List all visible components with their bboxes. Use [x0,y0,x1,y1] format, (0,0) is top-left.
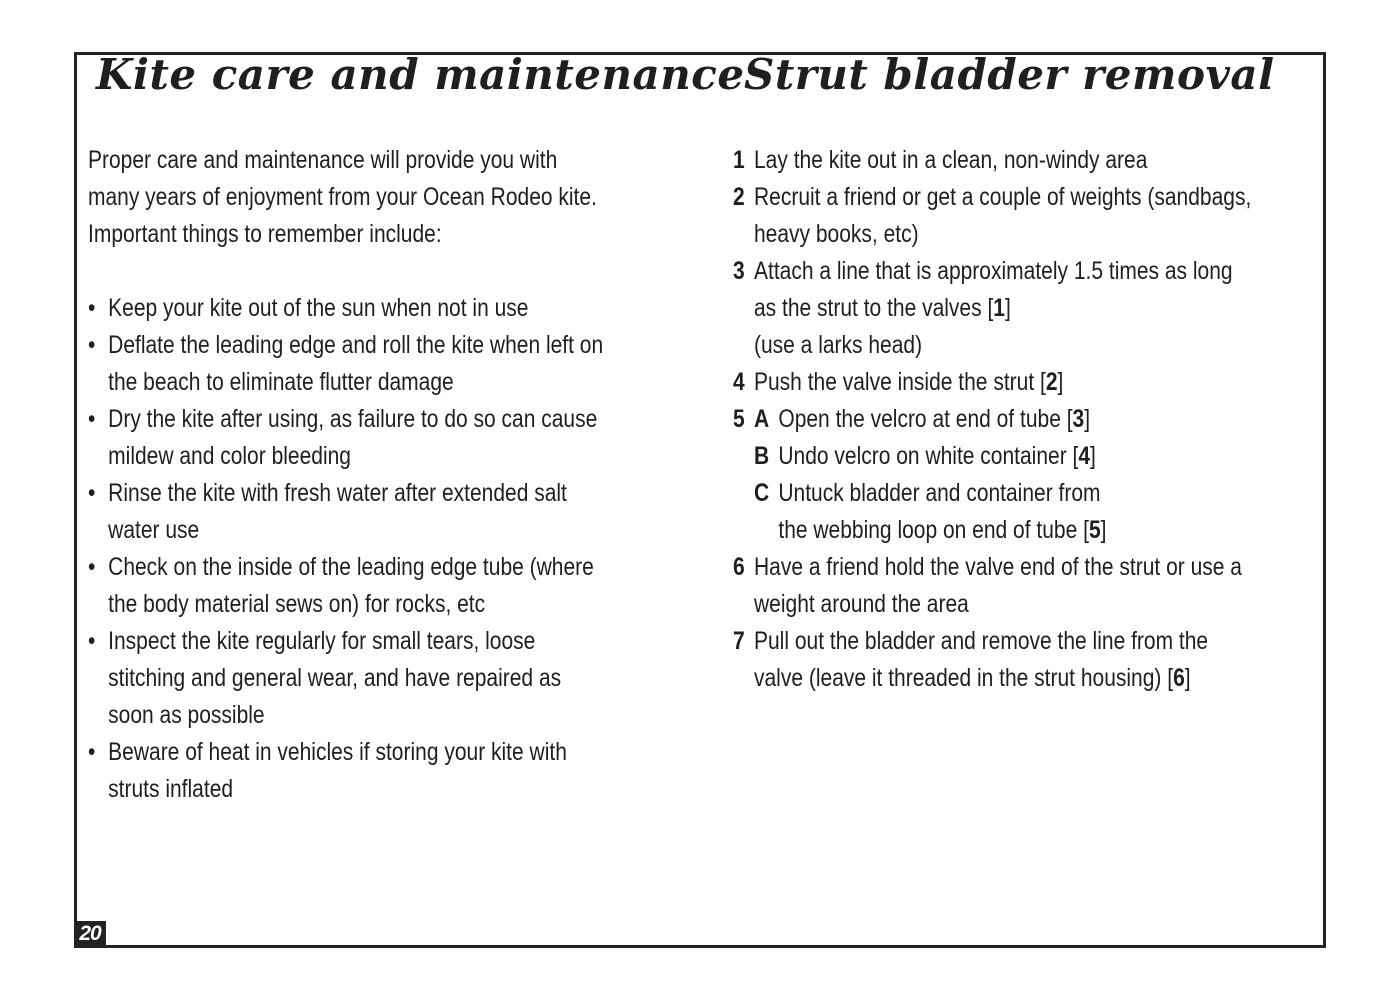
kite-care-heading: Kite care and maintenance [96,50,745,99]
tip-text: Deflate the leading edge and roll the kite when left on [108,331,604,359]
step-5b [754,438,1321,475]
step-text-with-ref [778,438,1321,475]
step-number: 6 [733,553,745,581]
tip-text: soon as possible [108,701,265,729]
tip-text: Inspect the kite regularly for small tears, loose [108,627,536,655]
strut-bladder-heading: Strut bladder removal [744,50,1275,99]
step-6 [733,549,1321,623]
bracket: ] [1057,368,1064,396]
step-text: valve (leave it threaded in the strut housing) [ [754,664,1174,692]
figure-ref: 6 [1173,664,1185,692]
step-text: Pull out the bladder and remove the line from the [754,627,1209,655]
care-tip-heat [88,734,676,808]
step-1 [733,142,1321,179]
step-text: Untuck bladder and container from [778,479,1101,507]
step-text: Have a friend hold the valve end of the strut or use a [754,553,1242,581]
care-tips-list [88,290,676,808]
intro-paragraph [88,142,676,253]
tip-text: the beach to eliminate flutter damage [108,368,454,396]
care-tip-inspect [88,623,676,734]
step-text: Recruit a friend or get a couple of weights (sandbags, [754,183,1252,211]
step-7 [733,623,1321,697]
step-2 [733,179,1321,253]
step-number: 2 [733,183,745,211]
bracket: ] [1084,405,1091,433]
step-text: the webbing loop on end of tube [ [778,516,1089,544]
bullet-icon: • [88,479,96,507]
substep-letter: A [754,405,770,433]
figure-ref: 4 [1078,442,1091,470]
step-number: 1 [733,146,745,174]
bullet-icon: • [88,553,96,581]
step-4 [733,364,1321,401]
step-text: Undo velcro on white container [ [778,442,1079,470]
care-tip-check-tube [88,549,676,623]
bullet-icon: • [88,405,96,433]
care-tip-rinse [88,475,676,549]
step-number: 5 [733,405,745,433]
step-text: Push the valve inside the strut [ [754,368,1046,396]
tip-text: Keep your kite out of the sun when not in use [108,294,529,322]
step-text-with-ref [754,660,1321,697]
tip-text: Rinse the kite with fresh water after extended salt [108,479,567,507]
step-text: Lay the kite out in a clean, non-windy area [754,146,1148,174]
step-text-with-ref [754,290,1321,327]
figure-ref: 2 [1045,368,1058,396]
tip-text: water use [108,516,200,544]
bracket: ] [1090,442,1096,470]
kite-care-section [88,142,676,808]
step-text: Attach a line that is approximately 1.5 times as long [754,257,1233,285]
figure-ref: 5 [1088,516,1101,544]
care-tip-deflate [88,327,676,401]
step-5a [754,401,1321,438]
bullet-icon: • [88,294,96,322]
step-text-with-ref [754,364,1321,401]
step-number: 3 [733,257,745,285]
strut-bladder-section [733,142,1321,697]
step-text: as the strut to the valves [ [754,294,994,322]
step-5c [754,475,1321,549]
tip-text: mildew and color bleeding [108,442,351,470]
tip-text: Beware of heat in vehicles if storing your kite with [108,738,567,766]
step-5 [733,401,1321,549]
figure-ref: 3 [1072,405,1085,433]
step-text-with-ref [778,512,1321,549]
step-number: 4 [733,368,745,396]
page-number: 20 [74,921,106,947]
substep-letter: C [754,479,770,507]
tip-text: the body material sews on) for rocks, etc [108,590,486,618]
bullet-icon: • [88,331,96,359]
bracket: ] [1100,516,1107,544]
bracket: ] [1004,294,1011,322]
intro-line: Important things to remember include: [88,220,442,248]
step-text: (use a larks head) [754,331,923,359]
intro-line: many years of enjoyment from your Ocean Rodeo kite. [88,183,597,211]
bullet-icon: • [88,738,96,766]
step-3 [733,253,1321,364]
step-text: weight around the area [754,590,969,618]
care-tip-dry [88,401,676,475]
bracket: ] [1184,664,1191,692]
step-text: Open the velcro at end of tube [ [778,405,1073,433]
tip-text: stitching and general wear, and have repaired as [108,664,562,692]
step-text: heavy books, etc) [754,220,919,248]
substep-letter: B [754,442,770,470]
step-number: 7 [733,627,745,655]
care-tip-sun [88,290,676,327]
intro-line: Proper care and maintenance will provide you with [88,146,558,174]
tip-text: Check on the inside of the leading edge tube (where [108,553,594,581]
tip-text: Dry the kite after using, as failure to do so can cause [108,405,598,433]
step-text-with-ref [778,401,1321,438]
tip-text: struts inflated [108,775,234,803]
figure-ref: 1 [993,294,1005,322]
bullet-icon: • [88,627,96,655]
